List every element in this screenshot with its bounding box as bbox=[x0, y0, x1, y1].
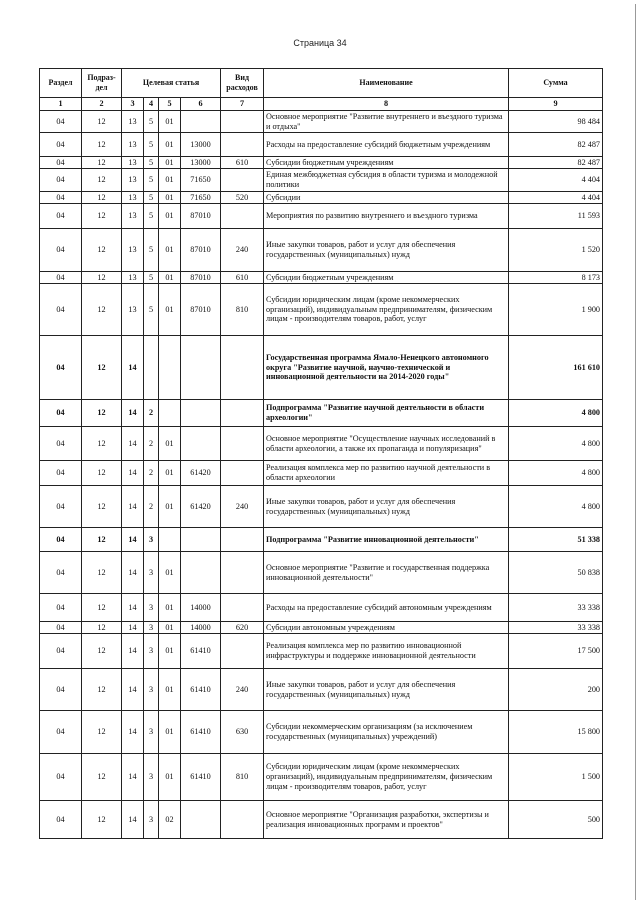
table-row bbox=[40, 754, 603, 801]
table-row bbox=[40, 594, 603, 622]
cell-cs-direction: 13000 bbox=[181, 157, 221, 169]
header-podrazdel: Подраз-дел bbox=[82, 69, 122, 98]
cell-naimenovanie: Субсидии bbox=[264, 192, 509, 204]
column-number: 3 bbox=[122, 98, 144, 111]
table-row bbox=[40, 192, 603, 204]
cell-podrazdel: 12 bbox=[82, 400, 122, 427]
cell-vid-rashodov: 620 bbox=[221, 622, 264, 634]
column-number-row bbox=[40, 98, 603, 111]
cell-cs-program: 14 bbox=[122, 801, 144, 839]
cell-summa: 161 610 bbox=[509, 336, 603, 400]
cell-cs-program: 14 bbox=[122, 486, 144, 528]
cell-summa: 17 500 bbox=[509, 634, 603, 669]
cell-summa: 82 487 bbox=[509, 157, 603, 169]
cell-vid-rashodov: 810 bbox=[221, 284, 264, 336]
cell-cs-direction bbox=[181, 528, 221, 552]
cell-cs-event: 01 bbox=[159, 427, 181, 461]
cell-vid-rashodov bbox=[221, 204, 264, 229]
cell-podrazdel: 12 bbox=[82, 229, 122, 272]
cell-naimenovanie: Иные закупки товаров, работ и услуг для обеспечения государственных (муниципальных) нужд bbox=[264, 486, 509, 528]
cell-naimenovanie: Подпрограмма "Развитие инновационной деятельности" bbox=[264, 528, 509, 552]
cell-naimenovanie: Иные закупки товаров, работ и услуг для обеспечения государственных (муниципальных) нужд bbox=[264, 669, 509, 711]
cell-vid-rashodov bbox=[221, 427, 264, 461]
cell-naimenovanie: Мероприятия по развитию внутреннего и въездного туризма bbox=[264, 204, 509, 229]
cell-naimenovanie: Субсидии автономным учреждениям bbox=[264, 622, 509, 634]
cell-cs-direction: 61410 bbox=[181, 754, 221, 801]
cell-cs-subprogram: 5 bbox=[144, 133, 159, 157]
cell-cs-event: 01 bbox=[159, 754, 181, 801]
cell-razdel: 04 bbox=[40, 169, 82, 192]
cell-razdel: 04 bbox=[40, 461, 82, 486]
cell-summa: 4 800 bbox=[509, 427, 603, 461]
cell-cs-program: 14 bbox=[122, 528, 144, 552]
cell-razdel: 04 bbox=[40, 336, 82, 400]
cell-summa: 4 404 bbox=[509, 192, 603, 204]
cell-cs-event: 01 bbox=[159, 111, 181, 133]
cell-razdel: 04 bbox=[40, 272, 82, 284]
cell-razdel: 04 bbox=[40, 111, 82, 133]
cell-naimenovanie: Расходы на предоставление субсидий бюджетным учреждениям bbox=[264, 133, 509, 157]
cell-naimenovanie: Субсидии некоммерческим организациям (за исключением государственных (муниципальных) учреждений) bbox=[264, 711, 509, 754]
cell-cs-event: 01 bbox=[159, 133, 181, 157]
cell-razdel: 04 bbox=[40, 634, 82, 669]
table-row bbox=[40, 622, 603, 634]
cell-summa: 4 800 bbox=[509, 461, 603, 486]
table-row bbox=[40, 284, 603, 336]
table-row bbox=[40, 169, 603, 192]
cell-razdel: 04 bbox=[40, 400, 82, 427]
cell-razdel: 04 bbox=[40, 669, 82, 711]
cell-summa: 50 838 bbox=[509, 552, 603, 594]
cell-cs-direction: 87010 bbox=[181, 204, 221, 229]
cell-cs-event: 01 bbox=[159, 192, 181, 204]
table-row bbox=[40, 229, 603, 272]
cell-summa: 82 487 bbox=[509, 133, 603, 157]
page-label: Страница 34 bbox=[293, 38, 347, 48]
table-row bbox=[40, 528, 603, 552]
cell-cs-subprogram: 5 bbox=[144, 192, 159, 204]
cell-razdel: 04 bbox=[40, 427, 82, 461]
table-row bbox=[40, 552, 603, 594]
cell-vid-rashodov: 610 bbox=[221, 272, 264, 284]
cell-cs-event: 01 bbox=[159, 486, 181, 528]
cell-vid-rashodov: 520 bbox=[221, 192, 264, 204]
column-number: 9 bbox=[509, 98, 603, 111]
cell-cs-subprogram: 5 bbox=[144, 111, 159, 133]
column-number: 6 bbox=[181, 98, 221, 111]
cell-cs-program: 14 bbox=[122, 754, 144, 801]
cell-podrazdel: 12 bbox=[82, 528, 122, 552]
cell-vid-rashodov bbox=[221, 336, 264, 400]
cell-summa: 33 338 bbox=[509, 622, 603, 634]
cell-vid-rashodov: 240 bbox=[221, 669, 264, 711]
table-row bbox=[40, 400, 603, 427]
cell-podrazdel: 12 bbox=[82, 427, 122, 461]
header-celevaya-statya: Целевая статья bbox=[122, 69, 221, 98]
cell-podrazdel: 12 bbox=[82, 157, 122, 169]
cell-vid-rashodov: 810 bbox=[221, 754, 264, 801]
table-row bbox=[40, 157, 603, 169]
cell-cs-subprogram: 5 bbox=[144, 284, 159, 336]
cell-cs-program: 14 bbox=[122, 622, 144, 634]
cell-cs-subprogram: 5 bbox=[144, 272, 159, 284]
cell-vid-rashodov bbox=[221, 801, 264, 839]
header-summa: Сумма bbox=[509, 69, 603, 98]
table-row bbox=[40, 133, 603, 157]
cell-podrazdel: 12 bbox=[82, 552, 122, 594]
cell-cs-subprogram: 3 bbox=[144, 552, 159, 594]
cell-vid-rashodov bbox=[221, 634, 264, 669]
header-naimenovanie: Наименование bbox=[264, 69, 509, 98]
cell-vid-rashodov: 610 bbox=[221, 157, 264, 169]
cell-vid-rashodov bbox=[221, 133, 264, 157]
cell-cs-program: 13 bbox=[122, 192, 144, 204]
cell-cs-subprogram: 2 bbox=[144, 461, 159, 486]
cell-razdel: 04 bbox=[40, 754, 82, 801]
cell-summa: 33 338 bbox=[509, 594, 603, 622]
cell-naimenovanie: Основное мероприятие "Развитие внутреннего и въездного туризма и отдыха" bbox=[264, 111, 509, 133]
cell-cs-event: 02 bbox=[159, 801, 181, 839]
cell-cs-event: 01 bbox=[159, 594, 181, 622]
cell-podrazdel: 12 bbox=[82, 336, 122, 400]
cell-cs-subprogram: 2 bbox=[144, 486, 159, 528]
cell-podrazdel: 12 bbox=[82, 461, 122, 486]
cell-cs-event: 01 bbox=[159, 272, 181, 284]
table-row bbox=[40, 486, 603, 528]
cell-summa: 51 338 bbox=[509, 528, 603, 552]
cell-cs-subprogram: 3 bbox=[144, 622, 159, 634]
cell-summa: 200 bbox=[509, 669, 603, 711]
cell-podrazdel: 12 bbox=[82, 486, 122, 528]
cell-razdel: 04 bbox=[40, 157, 82, 169]
cell-podrazdel: 12 bbox=[82, 133, 122, 157]
cell-naimenovanie: Иные закупки товаров, работ и услуг для обеспечения государственных (муниципальных) нужд bbox=[264, 229, 509, 272]
cell-cs-event: 01 bbox=[159, 284, 181, 336]
cell-cs-program: 13 bbox=[122, 157, 144, 169]
cell-razdel: 04 bbox=[40, 133, 82, 157]
cell-vid-rashodov bbox=[221, 169, 264, 192]
table-row bbox=[40, 711, 603, 754]
cell-cs-program: 13 bbox=[122, 111, 144, 133]
cell-razdel: 04 bbox=[40, 622, 82, 634]
cell-summa: 4 404 bbox=[509, 169, 603, 192]
table-body bbox=[40, 111, 603, 839]
cell-cs-subprogram: 5 bbox=[144, 204, 159, 229]
cell-cs-program: 14 bbox=[122, 711, 144, 754]
cell-naimenovanie: Реализация комплекса мер по развитию научной деятельности в области археологии bbox=[264, 461, 509, 486]
cell-cs-program: 14 bbox=[122, 400, 144, 427]
cell-summa: 4 800 bbox=[509, 400, 603, 427]
cell-podrazdel: 12 bbox=[82, 634, 122, 669]
cell-cs-subprogram: 3 bbox=[144, 528, 159, 552]
cell-cs-direction: 61410 bbox=[181, 669, 221, 711]
cell-cs-direction bbox=[181, 552, 221, 594]
cell-cs-event: 01 bbox=[159, 552, 181, 594]
cell-podrazdel: 12 bbox=[82, 594, 122, 622]
cell-cs-program: 13 bbox=[122, 133, 144, 157]
cell-cs-event bbox=[159, 336, 181, 400]
table-row bbox=[40, 111, 603, 133]
cell-razdel: 04 bbox=[40, 552, 82, 594]
cell-cs-subprogram: 5 bbox=[144, 157, 159, 169]
cell-vid-rashodov: 240 bbox=[221, 229, 264, 272]
cell-cs-program: 14 bbox=[122, 461, 144, 486]
cell-podrazdel: 12 bbox=[82, 669, 122, 711]
cell-cs-program: 14 bbox=[122, 669, 144, 711]
cell-razdel: 04 bbox=[40, 229, 82, 272]
cell-razdel: 04 bbox=[40, 204, 82, 229]
cell-cs-direction: 14000 bbox=[181, 622, 221, 634]
cell-cs-program: 14 bbox=[122, 336, 144, 400]
cell-cs-program: 14 bbox=[122, 427, 144, 461]
cell-cs-event: 01 bbox=[159, 669, 181, 711]
cell-podrazdel: 12 bbox=[82, 801, 122, 839]
cell-cs-direction bbox=[181, 400, 221, 427]
cell-cs-program: 13 bbox=[122, 204, 144, 229]
cell-razdel: 04 bbox=[40, 192, 82, 204]
header-razdel: Раздел bbox=[40, 69, 82, 98]
cell-razdel: 04 bbox=[40, 284, 82, 336]
cell-naimenovanie: Реализация комплекса мер по развитию инновационной инфраструктуры и поддержке инновационной деятельности bbox=[264, 634, 509, 669]
cell-cs-direction: 87010 bbox=[181, 272, 221, 284]
cell-vid-rashodov: 240 bbox=[221, 486, 264, 528]
cell-cs-event: 01 bbox=[159, 622, 181, 634]
cell-cs-subprogram: 2 bbox=[144, 427, 159, 461]
cell-summa: 8 173 bbox=[509, 272, 603, 284]
cell-cs-event: 01 bbox=[159, 157, 181, 169]
cell-naimenovanie: Единая межбюджетная субсидия в области туризма и молодежной политики bbox=[264, 169, 509, 192]
cell-naimenovanie: Субсидии бюджетным учреждениям bbox=[264, 157, 509, 169]
cell-naimenovanie: Субсидии юридическим лицам (кроме некоммерческих организаций), индивидуальным предпринимателям, физическим лицам - производителям товаров, работ, услуг bbox=[264, 284, 509, 336]
cell-cs-subprogram bbox=[144, 336, 159, 400]
cell-cs-direction: 61420 bbox=[181, 461, 221, 486]
budget-table bbox=[39, 68, 603, 839]
cell-naimenovanie: Основное мероприятие "Организация разработки, экспертизы и реализация инновационных программ и проектов" bbox=[264, 801, 509, 839]
cell-vid-rashodov bbox=[221, 594, 264, 622]
cell-summa: 98 484 bbox=[509, 111, 603, 133]
cell-podrazdel: 12 bbox=[82, 169, 122, 192]
cell-cs-subprogram: 5 bbox=[144, 169, 159, 192]
cell-razdel: 04 bbox=[40, 801, 82, 839]
cell-naimenovanie: Основное мероприятие "Развитие и государственная поддержка инновационной деятельности" bbox=[264, 552, 509, 594]
cell-cs-event: 01 bbox=[159, 229, 181, 272]
cell-naimenovanie: Субсидии юридическим лицам (кроме некоммерческих организаций), индивидуальным предпринимателям, физическим лицам - производителям товаров, работ, услуг bbox=[264, 754, 509, 801]
cell-cs-subprogram: 3 bbox=[144, 801, 159, 839]
cell-podrazdel: 12 bbox=[82, 711, 122, 754]
cell-cs-program: 13 bbox=[122, 169, 144, 192]
cell-cs-direction: 61410 bbox=[181, 711, 221, 754]
cell-summa: 1 520 bbox=[509, 229, 603, 272]
column-number: 2 bbox=[82, 98, 122, 111]
cell-podrazdel: 12 bbox=[82, 192, 122, 204]
cell-summa: 1 500 bbox=[509, 754, 603, 801]
cell-cs-subprogram: 3 bbox=[144, 669, 159, 711]
cell-naimenovanie: Государственная программа Ямало-Ненецкого автономного округа "Развитие научной, научно-технической и инновационной деятельности на 2014-2020 годы" bbox=[264, 336, 509, 400]
cell-cs-program: 13 bbox=[122, 272, 144, 284]
cell-podrazdel: 12 bbox=[82, 622, 122, 634]
cell-vid-rashodov bbox=[221, 400, 264, 427]
column-number: 1 bbox=[40, 98, 82, 111]
cell-cs-direction bbox=[181, 111, 221, 133]
cell-naimenovanie: Подпрограмма "Развитие научной деятельности в области археологии" bbox=[264, 400, 509, 427]
table-row bbox=[40, 204, 603, 229]
scan-edge-line bbox=[632, 4, 636, 900]
cell-razdel: 04 bbox=[40, 594, 82, 622]
cell-summa: 4 800 bbox=[509, 486, 603, 528]
cell-cs-program: 14 bbox=[122, 594, 144, 622]
column-number: 7 bbox=[221, 98, 264, 111]
cell-podrazdel: 12 bbox=[82, 111, 122, 133]
cell-cs-subprogram: 3 bbox=[144, 634, 159, 669]
cell-vid-rashodov bbox=[221, 528, 264, 552]
cell-cs-subprogram: 3 bbox=[144, 754, 159, 801]
table-row bbox=[40, 461, 603, 486]
table-row bbox=[40, 634, 603, 669]
cell-cs-direction: 71650 bbox=[181, 169, 221, 192]
table-row bbox=[40, 801, 603, 839]
cell-cs-program: 14 bbox=[122, 552, 144, 594]
cell-cs-direction bbox=[181, 801, 221, 839]
cell-cs-subprogram: 2 bbox=[144, 400, 159, 427]
cell-summa: 11 593 bbox=[509, 204, 603, 229]
table-row bbox=[40, 272, 603, 284]
cell-cs-direction: 87010 bbox=[181, 229, 221, 272]
cell-vid-rashodov bbox=[221, 111, 264, 133]
cell-vid-rashodov: 630 bbox=[221, 711, 264, 754]
table-row bbox=[40, 669, 603, 711]
table-row bbox=[40, 427, 603, 461]
cell-naimenovanie: Основное мероприятие "Осуществление научных исследований в области археологии, а также их пропаганда и популяризация" bbox=[264, 427, 509, 461]
cell-cs-program: 13 bbox=[122, 229, 144, 272]
cell-cs-event: 01 bbox=[159, 711, 181, 754]
cell-summa: 1 900 bbox=[509, 284, 603, 336]
cell-vid-rashodov bbox=[221, 461, 264, 486]
header-vid-rashodov: Вид расходов bbox=[221, 69, 264, 98]
cell-cs-direction: 13000 bbox=[181, 133, 221, 157]
cell-podrazdel: 12 bbox=[82, 754, 122, 801]
header-row bbox=[40, 69, 603, 98]
table-row bbox=[40, 336, 603, 400]
cell-naimenovanie: Расходы на предоставление субсидий автономным учреждениям bbox=[264, 594, 509, 622]
cell-podrazdel: 12 bbox=[82, 272, 122, 284]
cell-cs-event bbox=[159, 528, 181, 552]
cell-cs-direction: 61420 bbox=[181, 486, 221, 528]
cell-podrazdel: 12 bbox=[82, 284, 122, 336]
cell-razdel: 04 bbox=[40, 711, 82, 754]
column-number: 8 bbox=[264, 98, 509, 111]
cell-cs-subprogram: 3 bbox=[144, 594, 159, 622]
cell-cs-event bbox=[159, 400, 181, 427]
cell-cs-direction bbox=[181, 336, 221, 400]
cell-cs-direction: 71650 bbox=[181, 192, 221, 204]
cell-cs-direction: 14000 bbox=[181, 594, 221, 622]
cell-cs-subprogram: 3 bbox=[144, 711, 159, 754]
cell-razdel: 04 bbox=[40, 486, 82, 528]
cell-cs-event: 01 bbox=[159, 169, 181, 192]
cell-cs-program: 14 bbox=[122, 634, 144, 669]
cell-podrazdel: 12 bbox=[82, 204, 122, 229]
cell-razdel: 04 bbox=[40, 528, 82, 552]
cell-cs-program: 13 bbox=[122, 284, 144, 336]
cell-vid-rashodov bbox=[221, 552, 264, 594]
cell-cs-direction: 61410 bbox=[181, 634, 221, 669]
cell-naimenovanie: Субсидии бюджетным учреждениям bbox=[264, 272, 509, 284]
cell-cs-direction: 87010 bbox=[181, 284, 221, 336]
cell-cs-subprogram: 5 bbox=[144, 229, 159, 272]
column-number: 4 bbox=[144, 98, 159, 111]
cell-cs-event: 01 bbox=[159, 461, 181, 486]
cell-cs-direction bbox=[181, 427, 221, 461]
cell-cs-event: 01 bbox=[159, 204, 181, 229]
column-number: 5 bbox=[159, 98, 181, 111]
cell-summa: 500 bbox=[509, 801, 603, 839]
cell-cs-event: 01 bbox=[159, 634, 181, 669]
cell-summa: 15 800 bbox=[509, 711, 603, 754]
